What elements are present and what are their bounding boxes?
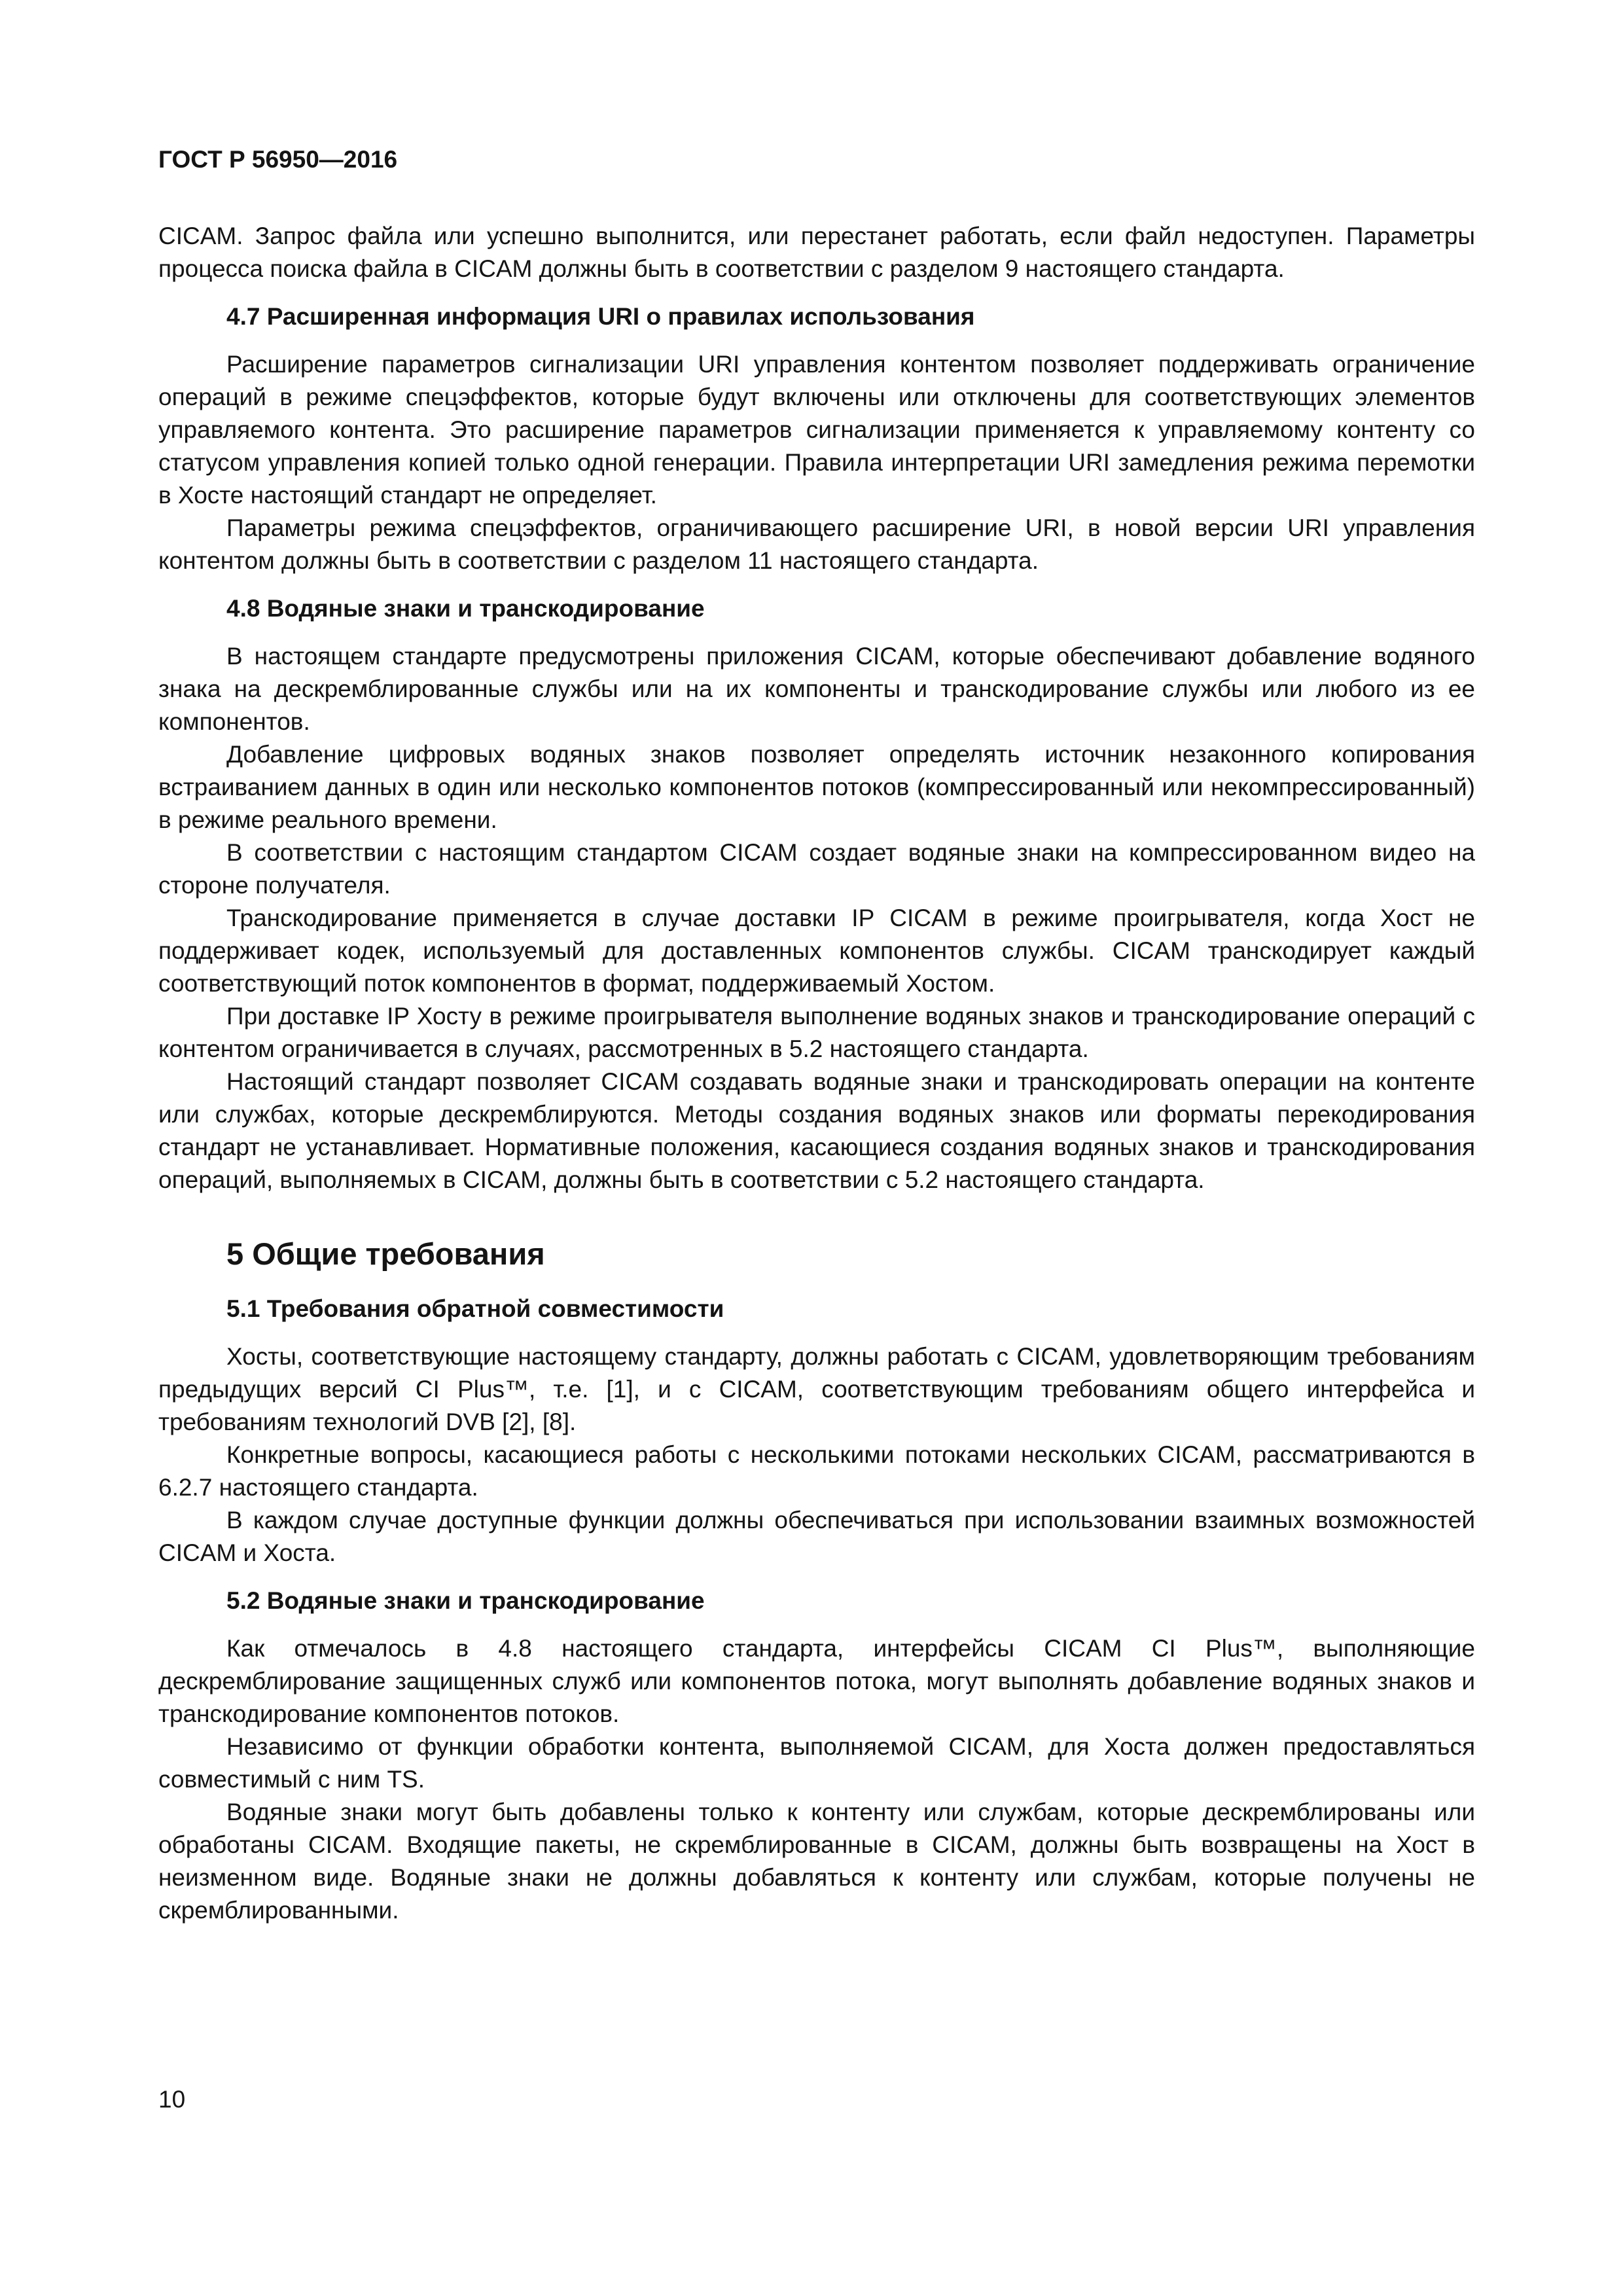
section-5-1-paragraph-3: В каждом случае доступные функции должны обеспечиваться при использовании взаимных возможностей CICAM и Хоста. [158, 1507, 1475, 1566]
intro-paragraph: CICAM. Запрос файла или успешно выполнится, или перестанет работать, если файл недоступен. Параметры процесса поиска файла в CICAM должны быть в соответствии с разделом 9 настоящего стандарта. [158, 223, 1475, 282]
section-5-heading: 5 Общие требования [226, 1236, 545, 1271]
document-page [158, 145, 1475, 1927]
section-5-1-heading: 5.1 Требования обратной совместимости [226, 1295, 724, 1322]
section-5-1-paragraph-2: Конкретные вопросы, касающиеся работы с несколькими потоками нескольких CICAM, рассматриваются в 6.2.7 настоящего стандарта. [158, 1441, 1475, 1501]
section-4-7-paragraph-2: Параметры режима спецэффектов, ограничивающего расширение URI, в новой версии URI управления контентом должны быть в соответствии с разделом 11 настоящего стандарта. [158, 514, 1475, 574]
section-4-8-heading: 4.8 Водяные знаки и транскодирование [226, 595, 705, 622]
section-4-8-paragraph-3: В соответствии с настоящим стандартом CICAM создает водяные знаки на компрессированном видео на стороне получателя. [158, 839, 1475, 899]
section-5-1-paragraph-1: Хосты, соответствующие настоящему стандарту, должны работать с CICAM, удовлетворяющим требованиям предыдущих версий CI Plus™, т.е. [1], и с CICAM, соответствующим требованиям общего интерфейса и требованиям технологий DVB [2], [8]. [158, 1343, 1475, 1435]
section-5-2-paragraph-2: Независимо от функции обработки контента, выполняемой CICAM, для Хоста должен предоставляться совместимый с ним TS. [158, 1733, 1475, 1793]
section-5-2-paragraph-1: Как отмечалось в 4.8 настоящего стандарта, интерфейсы CICAM CI Plus™, выполняющие дескремблирование защищенных служб или компонентов потока, могут выполнять добавление водяных знаков и транскодирование компонентов потоков. [158, 1635, 1475, 1727]
section-4-8-paragraph-1: В настоящем стандарте предусмотрены приложения CICAM, которые обеспечивают добавление водяного знака на дескремблированные службы или на их компоненты и транскодирование службы или любого из ее компонентов. [158, 643, 1475, 735]
page-number: 10 [158, 2086, 186, 2113]
section-5-2-heading: 5.2 Водяные знаки и транскодирование [226, 1587, 705, 1614]
section-4-8-paragraph-5: При доставке IP Хосту в режиме проигрывателя выполнение водяных знаков и транскодирование операций с контентом ограничивается в случаях, рассмотренных в 5.2 настоящего стандарта. [158, 1003, 1475, 1062]
section-4-8-paragraph-2: Добавление цифровых водяных знаков позволяет определять источник незаконного копирования встраиванием данных в один или несколько компонентов потоков (компрессированный или некомпрессированный) в режиме реального времени. [158, 741, 1475, 833]
section-5-2-paragraph-3: Водяные знаки могут быть добавлены только к контенту или службам, которые дескремблированы или обработаны CICAM. Входящие пакеты, не скремблированные в CICAM, должны быть возвращены на Хост в неизменном виде. Водяные знаки не должны добавляться к контенту или службам, которые получены не скремблированными. [158, 1799, 1475, 1924]
section-4-8-paragraph-4: Транскодирование применяется в случае доставки IP CICAM в режиме проигрывателя, когда Хост не поддерживает кодек, используемый для доставленных компонентов службы. CICAM транскодирует каждый соответствующий поток компонентов в формат, поддерживаемый Хостом. [158, 905, 1475, 997]
document-header: ГОСТ Р 56950—2016 [158, 146, 398, 173]
section-4-7-paragraph-1: Расширение параметров сигнализации URI управления контентом позволяет поддерживать ограничение операций в режиме спецэффектов, которые будут включены или отключены для соответствующих элементов управляемого контента. Это расширение параметров сигнализации применяется к управляемому контенту со статусом управления копией только одной генерации. Правила интерпретации URI замедления режима перемотки в Хосте настоящий стандарт не определяет. [158, 351, 1475, 509]
section-4-7-heading: 4.7 Расширенная информация URI о правилах использования [226, 303, 975, 330]
section-4-8-paragraph-6: Настоящий стандарт позволяет CICAM создавать водяные знаки и транскодировать операции на контенте или службах, которые дескремблируются. Методы создания водяных знаков или форматы перекодирования стандарт не устанавливает. Нормативные положения, касающиеся создания водяных знаков и транскодирования операций, выполняемых в CICAM, должны быть в соответствии с 5.2 настоящего стандарта. [158, 1068, 1475, 1193]
